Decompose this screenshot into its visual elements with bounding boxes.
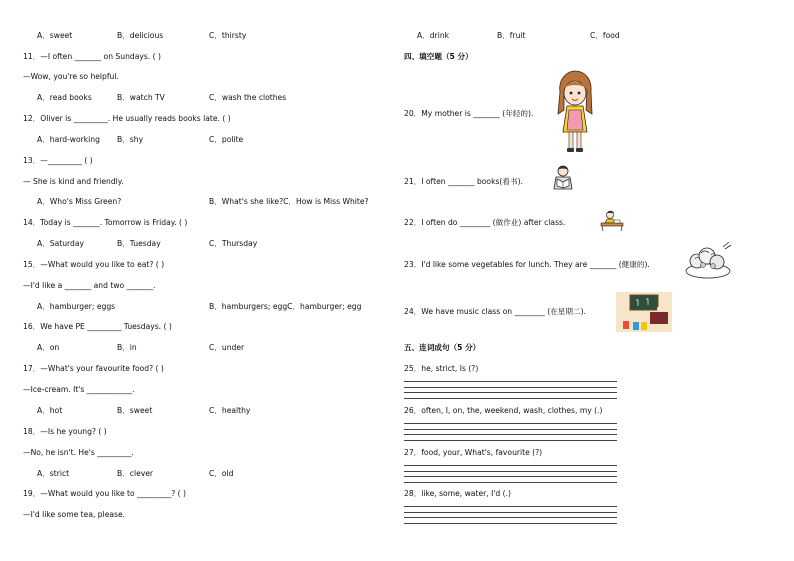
reading-girl-icon	[551, 165, 575, 191]
answer-line	[404, 476, 617, 477]
q15-option-bc: B．hamburgers; eggC．hamburger; egg	[209, 302, 362, 311]
answer-line	[404, 517, 617, 518]
q14-option-c: C．Thursday	[209, 239, 258, 248]
answer-line	[404, 465, 617, 466]
answer-line	[404, 506, 617, 507]
q25-text: 25．he, strict, Is (?)	[404, 364, 479, 373]
q11-option-b: B．watch TV	[117, 93, 165, 102]
q13-option-a: A．Who's Miss Green?	[37, 197, 122, 206]
q18-stem: 18．—Is he young? ( )	[23, 427, 107, 436]
q18-option-b: B．clever	[117, 469, 154, 478]
q13-stem: 13．—_________ ( )	[23, 156, 93, 165]
answer-line	[404, 423, 617, 424]
q17-option-c: C．healthy	[209, 406, 251, 415]
q14-stem: 14．Today is _______. Tomorrow is Friday. ( )	[23, 218, 188, 227]
q12-option-b: B．shy	[117, 135, 144, 144]
q11-option-a: A．read books	[37, 93, 92, 102]
q26-text: 26．often, I, on, the, weekend, wash, clothes, my (.)	[404, 406, 603, 415]
q19-option-b: B．fruit	[497, 31, 526, 40]
q16-option-a: A．on	[37, 343, 60, 352]
q27-text: 27．food, your, What's, favourite (?)	[404, 448, 543, 457]
q14-option-a: A．Saturday	[37, 239, 85, 248]
q16-stem: 16．We have PE _________ Tuesdays. ( )	[23, 322, 172, 331]
q16-option-b: B．in	[117, 343, 137, 352]
q15-stem: 15．—What would you like to eat? ( )	[23, 260, 165, 269]
q21-text: 21．I often _______ books(看书).	[404, 177, 523, 186]
q11-stem: 11．—I often _______ on Sundays. ( )	[23, 52, 161, 61]
answer-line	[404, 512, 617, 513]
q12-option-c: C．polite	[209, 135, 244, 144]
q18-option-c: C．old	[209, 469, 234, 478]
vegetables-icon	[683, 241, 733, 281]
q20-text: 20．My mother is _______ (年轻的).	[404, 109, 534, 118]
answer-line	[404, 429, 617, 430]
q14-option-b: B．Tuesday	[117, 239, 161, 248]
section4-title: 四、填空题（5 分）	[404, 52, 473, 61]
q10-option-c: C．thirsty	[209, 31, 247, 40]
answer-line	[404, 440, 617, 441]
q28-text: 28．like, some, water, I'd (.)	[404, 489, 511, 498]
homework-desk-icon	[599, 210, 625, 232]
music-class-icon	[616, 292, 672, 332]
q22-text: 22．I often do ________ (做作业) after class.	[404, 218, 566, 227]
q10-option-b: B．delicious	[117, 31, 164, 40]
q12-stem: 12．Oliver is _________. He usually reads books late. ( )	[23, 114, 231, 123]
q19-stem: 19．—What would you like to _________? ( )	[23, 489, 187, 498]
q17-reply: —Ice-cream. It's ____________.	[23, 385, 135, 394]
q19-option-a: A．drink	[417, 31, 450, 40]
q16-option-c: C．under	[209, 343, 245, 352]
q23-text: 23．I'd like some vegetables for lunch. They are _______ (健康的).	[404, 260, 650, 269]
q11-reply: —Wow, you're so helpful.	[23, 72, 119, 81]
q24-text: 24．We have music class on ________ (在星期二).	[404, 307, 586, 316]
q18-option-a: A．strict	[37, 469, 70, 478]
q19-reply: —I'd like some tea, please.	[23, 510, 126, 519]
answer-line	[404, 482, 617, 483]
answer-line	[404, 471, 617, 472]
q13-option-bc: B．What's she like?C．How is Miss White?	[209, 197, 369, 206]
q17-option-a: A．hot	[37, 406, 63, 415]
answer-line	[404, 381, 617, 382]
q17-option-b: B．sweet	[117, 406, 153, 415]
answer-line	[404, 398, 617, 399]
q10-option-a: A．sweet	[37, 31, 73, 40]
answer-line	[404, 434, 617, 435]
q11-option-c: C．wash the clothes	[209, 93, 287, 102]
q18-reply: —No, he isn't. He's _________.	[23, 448, 134, 457]
answer-line	[404, 392, 617, 393]
q13-reply: — She is kind and friendly.	[23, 177, 124, 186]
q17-stem: 17．—What's your favourite food? ( )	[23, 364, 164, 373]
girl-illustration-icon	[554, 70, 596, 154]
q12-option-a: A．hard-working	[37, 135, 100, 144]
answer-line	[404, 523, 617, 524]
q15-reply: —I'd like a _______ and two _______.	[23, 281, 156, 290]
q19-option-c: C．food	[590, 31, 620, 40]
answer-line	[404, 387, 617, 388]
section5-title: 五、连词成句（5 分）	[404, 343, 481, 352]
q15-option-a: A．hamburger; eggs	[37, 302, 116, 311]
